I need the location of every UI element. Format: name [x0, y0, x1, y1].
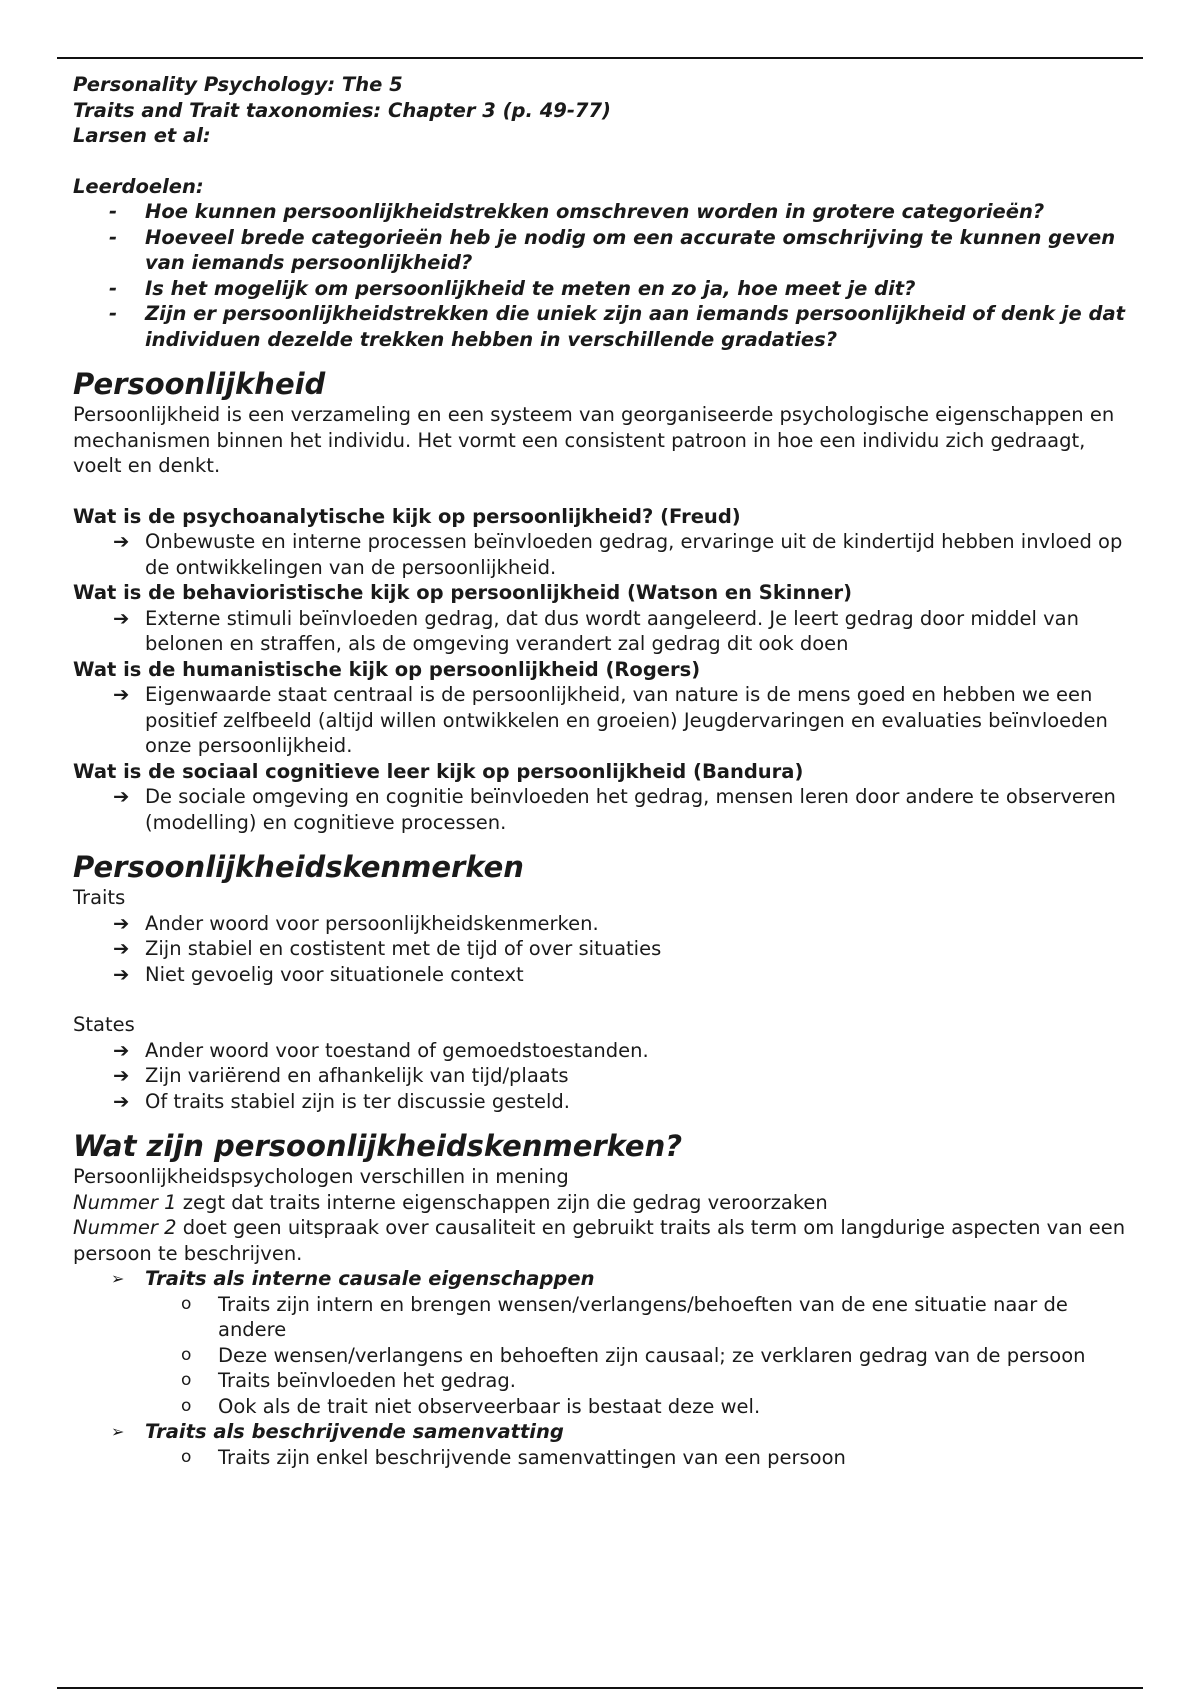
circle-bullet-icon: o	[181, 1370, 192, 1390]
view-answer: ➔ Onbewuste en interne processen beïnvloeden gedrag, ervaringe uit de kindertijd hebben invloed op de ontwikkelingen van de persoonlijkheid.	[113, 530, 1123, 579]
goals-title: Leerdoelen:	[73, 174, 204, 198]
arrow-icon: ➔	[113, 911, 130, 935]
view-answer: ➔ De sociale omgeving en cognitie beïnvloeden het gedrag, mensen leren door andere te observeren (modelling) en cognitieve processen.	[113, 785, 1116, 834]
view-question: Wat is de humanistische kijk op persoonlijkheid (Rogers)	[73, 657, 701, 681]
circle-bullet-icon: o	[181, 1446, 192, 1467]
states-list	[73, 1038, 1133, 1115]
section-paragraph: Persoonlijkheidspsychologen verschillen in mening	[73, 1165, 569, 1188]
doc-title-line-3: Larsen et al:	[73, 124, 211, 147]
arrow-icon: ➔	[113, 1038, 130, 1062]
dash-marker: -	[109, 225, 118, 249]
subtopic-title: ➢ Traits als interne causale eigenschappen	[111, 1267, 595, 1290]
arrow-icon: ➔	[113, 1064, 130, 1087]
list-item: o Traits beïnvloeden het gedrag.	[181, 1369, 516, 1392]
triangle-bullet-icon: ➢	[111, 1269, 125, 1288]
subtopic-list	[73, 1419, 1133, 1445]
subtopic-list	[73, 1266, 1133, 1292]
states-label: States	[73, 1013, 135, 1036]
view-question: Wat is de sociaal cognitieve leer kijk op persoonlijkheid (Bandura)	[73, 759, 804, 783]
section-paragraph: Nummer 1 zegt dat traits interne eigenschappen zijn die gedrag veroorzaken	[73, 1190, 828, 1214]
circle-bullet-icon: o	[181, 1395, 192, 1416]
list-item: ➔ Of traits stabiel zijn is ter discussie gesteld.	[113, 1089, 571, 1113]
top-rule	[57, 57, 1143, 59]
list-item: ➔ Ander woord voor toestand of gemoedstoestanden.	[113, 1038, 649, 1062]
bottom-rule	[57, 1687, 1143, 1689]
view-question: Wat is de behavioristische kijk op persoonlijkheid (Watson en Skinner)	[73, 581, 853, 604]
arrow-icon: ➔	[113, 683, 130, 706]
dash-marker: -	[109, 200, 118, 223]
arrow-icon: ➔	[113, 937, 130, 960]
list-item: o Traits zijn enkel beschrijvende samenvattingen van een persoon	[181, 1445, 846, 1469]
dash-marker: -	[109, 302, 118, 325]
list-item: ➔ Zijn variërend en afhankelijk van tijd/plaats	[113, 1064, 569, 1087]
list-item: o Deze wensen/verlangens en behoeften zijn causaal; ze verklaren gedrag van de persoon	[181, 1343, 1086, 1367]
view-answer-list	[73, 606, 1133, 657]
section-paragraph: Nummer 2 doet geen uitspraak over causaliteit en gebruikt traits als term om langdurige aspecten van een persoon te beschrijven.	[73, 1216, 1126, 1265]
list-item: ➔ Ander woord voor persoonlijkheidskenmerken.	[113, 911, 599, 935]
section-heading-wat-zijn: Wat zijn persoonlijkheidskenmerken?	[73, 1129, 683, 1163]
list-item: ➔ Zijn stabiel en costistent met de tijd of over situaties	[113, 937, 662, 960]
arrow-icon: ➔	[113, 606, 130, 630]
section-heading-persoonlijkheid: Persoonlijkheid	[73, 367, 326, 401]
doc-title-line-2: Traits and Trait taxonomies: Chapter 3 (p. 49-77)	[73, 98, 611, 122]
subtopic-items	[73, 1445, 1133, 1471]
view-answer-list	[73, 529, 1133, 580]
view-question: Wat is de psychoanalytische kijk op persoonlijkheid? (Freud)	[73, 504, 741, 528]
section-heading-kenmerken: Persoonlijkheidskenmerken	[73, 850, 524, 884]
list-item: o Traits zijn intern en brengen wensen/verlangens/behoeften van de ene situatie naar de andere	[181, 1292, 1068, 1341]
goal-item: - Zijn er persoonlijkheidstrekken die uniek zijn aan iemands persoonlijkheid of denk je dat individuen dezelde trekken hebben in verschillende gradaties?	[109, 302, 1125, 351]
view-answer-list	[73, 784, 1133, 835]
goal-item: - Is het mogelijk om persoonlijkheid te meten en zo ja, hoe meet je dit?	[109, 276, 916, 300]
arrow-icon: ➔	[113, 1089, 130, 1113]
circle-bullet-icon: o	[181, 1293, 192, 1314]
goal-item: - Hoe kunnen persoonlijkheidstrekken omschreven worden in grotere categorieën?	[109, 200, 1045, 223]
triangle-bullet-icon: ➢	[111, 1422, 125, 1441]
traits-label: Traits	[73, 886, 126, 909]
dash-marker: -	[109, 276, 118, 300]
traits-list	[73, 911, 1133, 988]
circle-bullet-icon: o	[181, 1344, 192, 1365]
arrow-icon: ➔	[113, 530, 130, 553]
list-item: o Ook als de trait niet observeerbaar is bestaat deze wel.	[181, 1394, 761, 1418]
subtopic-title: ➢ Traits als beschrijvende samenvatting	[111, 1420, 564, 1443]
view-answer: ➔ Eigenwaarde staat centraal is de persoonlijkheid, van nature is de mens goed en hebben we een positief zelfbeeld (altijd willen ontwikkelen en groeien) Jeugdervaringen en evaluaties beïnvloeden onze persoonlijkheid.	[113, 683, 1108, 757]
doc-title-line-1: Personality Psychology: The 5	[73, 73, 403, 96]
arrow-icon: ➔	[113, 785, 130, 808]
document-body	[73, 72, 1133, 1470]
section-paragraph: Persoonlijkheid is een verzameling en een systeem van georganiseerde psychologische eigenschappen en mechanismen binnen het individu. Het vormt een consistent patroon in hoe een individu zich gedraagt, voelt en denkt.	[73, 403, 1115, 477]
arrow-icon: ➔	[113, 962, 130, 986]
list-item: ➔ Niet gevoelig voor situationele context	[113, 962, 524, 986]
subtopic-items	[73, 1292, 1133, 1420]
view-answer-list	[73, 682, 1133, 759]
goals-list	[73, 199, 1133, 352]
goal-item: - Hoeveel brede categorieën heb je nodig om een accurate omschrijving te kunnen geven van iemands persoonlijkheid?	[109, 225, 1116, 274]
view-answer: ➔ Externe stimuli beïnvloeden gedrag, dat dus wordt aangeleerd. Je leert gedrag door middel van belonen en straffen, als de omgeving verandert zal gedrag dit ook doen	[113, 606, 1079, 655]
